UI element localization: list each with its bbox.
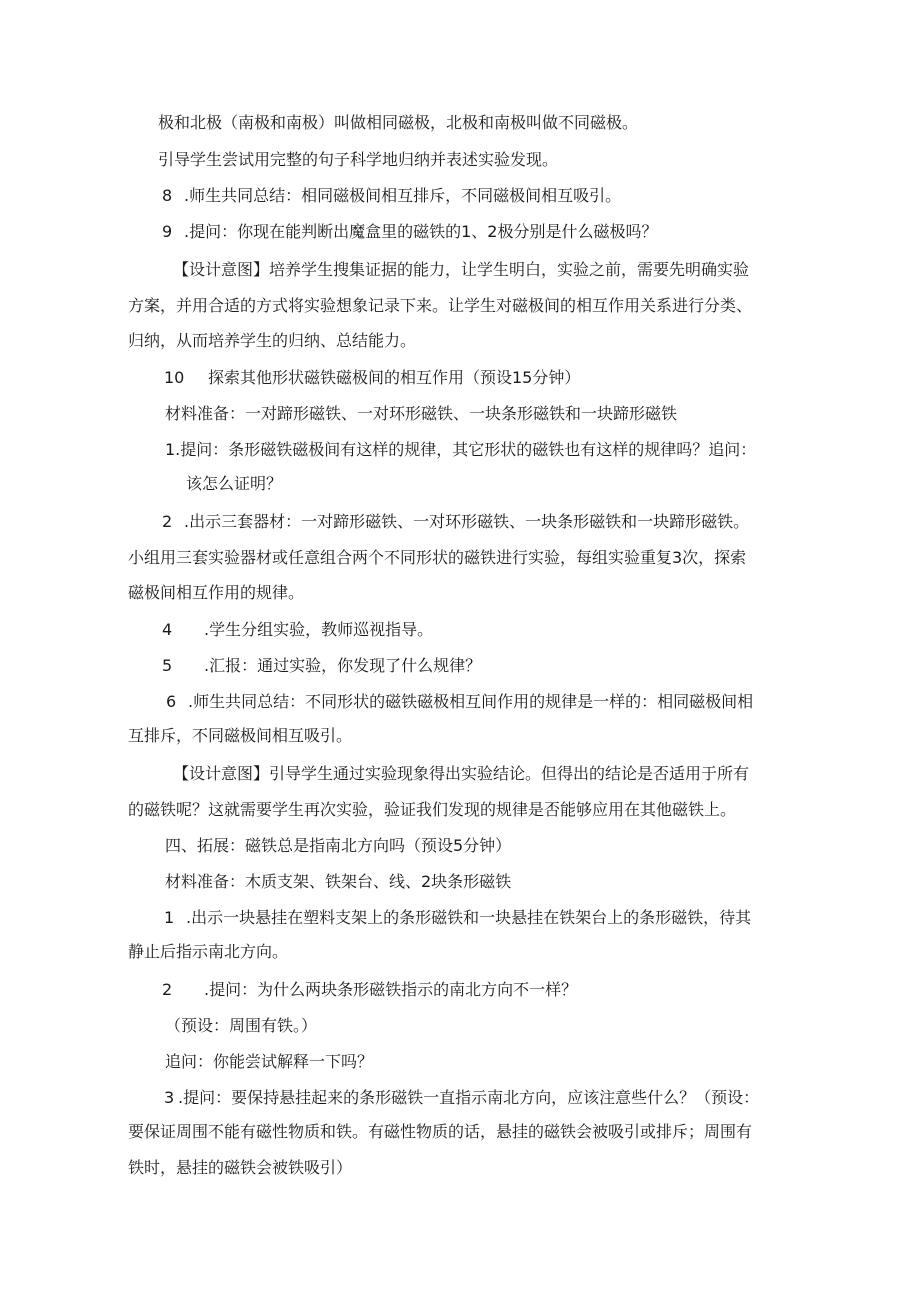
list-number: 5 (162, 656, 173, 675)
list-number: 8 (162, 186, 173, 205)
text-line: 互排斥，不同磁极间相互吸引。 (128, 726, 353, 745)
list-item-2 (162, 512, 749, 532)
list-text: .汇报：通过实验，你发现了什么规律？ (204, 656, 482, 675)
text-line: 该怎么证明？ (186, 474, 283, 493)
list-text: .提问：你现在能判断出魔盒里的磁铁的1、2极分别是什么磁极吗？ (184, 222, 658, 241)
list-number: 1 (164, 908, 175, 927)
text-line: 方案，并用合适的方式将实验想象记录下来。让学生对磁极间的相互作用关系进行分类、 (128, 296, 753, 315)
text-line: 要保证周围不能有磁性物质和铁。有磁性物质的话，悬挂的磁铁会被吸引或排斥；周围有 (128, 1122, 753, 1141)
text-line: 铁时，悬挂的磁铁会被铁吸引） (128, 1158, 353, 1177)
section-heading-4: 四、拓展：磁铁总是指南北方向吗（预设5分钟） (165, 836, 512, 855)
design-intent: 【设计意图】培养学生搜集证据的能力，让学生明白，实验之前，需要先明确实验 (173, 260, 750, 279)
list-item-4 (162, 620, 433, 640)
text-line: 的磁铁呢？这就需要学生再次实验，验证我们发现的规律是否能够应用在其他磁铁上。 (128, 800, 737, 819)
text-line: 磁极间相互作用的规律。 (128, 583, 305, 602)
text-line: 小组用三套实验器材或任意组合两个不同形状的磁铁进行实验，每组实验重复3次，探索 (128, 548, 747, 567)
list-item-2b (162, 980, 577, 1000)
list-number: 6 (166, 692, 177, 711)
list-text: .学生分组实验，教师巡视指导。 (204, 620, 434, 639)
text-line: （预设：周围有铁。） (165, 1016, 318, 1035)
list-text: .师生共同总结：相同磁极间相互排斥，不同磁极间相互吸引。 (184, 186, 622, 205)
list-text: .出示三套器材：一对蹄形磁铁、一对环形磁铁、一块条形磁铁和一块蹄形磁铁。 (184, 512, 750, 531)
text-line: 静止后指示南北方向。 (128, 942, 289, 961)
list-number: 4 (162, 620, 173, 639)
list-number: 3 (164, 1088, 175, 1107)
list-text: .师生共同总结：不同形状的磁铁磁极相互间作用的规律是一样的：相同磁极间相 (188, 692, 754, 711)
text-line: 1.提问：条形磁铁磁极间有这样的规律，其它形状的磁铁也有这样的规律吗？追问： (165, 440, 757, 459)
list-number: 10 (164, 368, 185, 387)
list-item-1 (164, 908, 751, 928)
list-text: .提问：要保持悬挂起来的条形磁铁一直指示南北方向，应该注意些什么？（预设： (178, 1088, 760, 1107)
section-heading-10 (164, 368, 580, 388)
list-text: 探索其他形状磁铁磁极间的相互作用（预设15分钟） (208, 368, 581, 387)
list-item-3 (164, 1088, 759, 1108)
list-item-8 (162, 186, 621, 206)
list-number: 2 (162, 980, 173, 999)
list-number: 2 (162, 512, 173, 531)
materials-line: 材料准备：一对蹄形磁铁、一对环形磁铁、一块条形磁铁和一块蹄形磁铁 (165, 404, 678, 423)
list-item-6 (166, 692, 753, 712)
design-intent: 【设计意图】引导学生通过实验现象得出实验结论。但得出的结论是否适用于所有 (173, 764, 750, 783)
materials-line: 材料准备：木质支架、铁架台、线、2块条形磁铁 (165, 872, 512, 891)
list-text: .出示一块悬挂在塑料支架上的条形磁铁和一块悬挂在铁架台上的条形磁铁，待其 (186, 908, 752, 927)
list-text: .提问：为什么两块条形磁铁指示的南北方向不一样？ (204, 980, 578, 999)
text-line: 引导学生尝试用完整的句子科学地归纳并表述实验发现。 (158, 150, 559, 169)
list-item-9 (162, 222, 657, 242)
text-line: 极和北极（南极和南极）叫做相同磁极，北极和南极叫做不同磁极。 (158, 113, 639, 132)
text-line: 归纳，从而培养学生的归纳、总结能力。 (128, 331, 417, 350)
list-item-5 (162, 656, 481, 676)
text-line: 追问：你能尝试解释一下吗？ (165, 1052, 374, 1071)
list-number: 9 (162, 222, 173, 241)
